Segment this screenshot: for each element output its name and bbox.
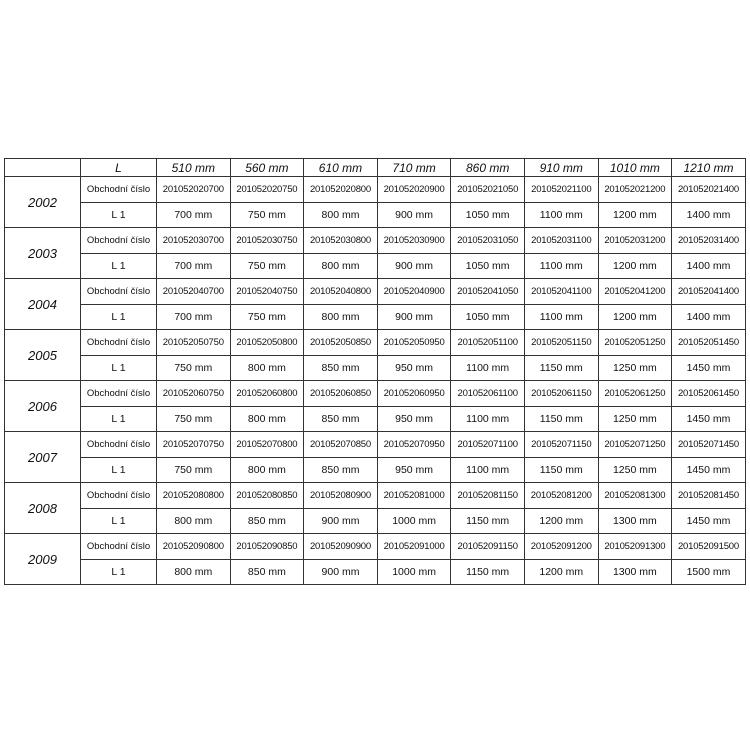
l1-cell: 1250 mm bbox=[598, 406, 672, 432]
code-cell: 201052091500 bbox=[672, 534, 746, 560]
l1-cell: 1400 mm bbox=[672, 253, 746, 279]
code-cell: 201052091300 bbox=[598, 534, 672, 560]
l1-cell: 700 mm bbox=[157, 253, 231, 279]
year-cell: 2008 bbox=[5, 483, 81, 534]
code-cell: 201052020750 bbox=[230, 177, 304, 203]
code-cell: 201052041400 bbox=[672, 279, 746, 305]
code-cell: 201052020800 bbox=[304, 177, 378, 203]
code-cell: 201052060800 bbox=[230, 381, 304, 407]
l1-cell: 1000 mm bbox=[377, 508, 451, 534]
code-label-cell: Obchodní číslo bbox=[81, 432, 157, 458]
code-cell: 201052081150 bbox=[451, 483, 525, 509]
l1-cell: 1100 mm bbox=[524, 253, 598, 279]
code-cell: 201052051250 bbox=[598, 330, 672, 356]
column-header: 610 mm bbox=[304, 159, 378, 177]
code-label-cell: Obchodní číslo bbox=[81, 534, 157, 560]
table-row bbox=[5, 253, 746, 279]
code-cell: 201052060850 bbox=[304, 381, 378, 407]
code-cell: 201052071450 bbox=[672, 432, 746, 458]
code-cell: 201052051100 bbox=[451, 330, 525, 356]
code-cell: 201052061150 bbox=[524, 381, 598, 407]
l1-cell: 1050 mm bbox=[451, 304, 525, 330]
code-cell: 201052091000 bbox=[377, 534, 451, 560]
l1-label-cell: L 1 bbox=[81, 559, 157, 585]
table-row bbox=[5, 559, 746, 585]
code-cell: 201052070800 bbox=[230, 432, 304, 458]
code-cell: 201052051150 bbox=[524, 330, 598, 356]
column-header: 510 mm bbox=[157, 159, 231, 177]
code-cell: 201052081300 bbox=[598, 483, 672, 509]
l1-label-cell: L 1 bbox=[81, 457, 157, 483]
l1-cell: 1200 mm bbox=[598, 304, 672, 330]
code-cell: 201052060950 bbox=[377, 381, 451, 407]
code-cell: 201052031200 bbox=[598, 228, 672, 254]
code-cell: 201052020900 bbox=[377, 177, 451, 203]
l1-cell: 900 mm bbox=[377, 304, 451, 330]
l1-label-cell: L 1 bbox=[81, 304, 157, 330]
l1-cell: 700 mm bbox=[157, 202, 231, 228]
l1-cell: 750 mm bbox=[157, 406, 231, 432]
l1-cell: 800 mm bbox=[230, 355, 304, 381]
code-cell: 201052090900 bbox=[304, 534, 378, 560]
l1-cell: 1300 mm bbox=[598, 508, 672, 534]
header-row bbox=[5, 159, 746, 177]
year-cell: 2009 bbox=[5, 534, 81, 585]
code-label-cell: Obchodní číslo bbox=[81, 177, 157, 203]
code-label-cell: Obchodní číslo bbox=[81, 330, 157, 356]
l1-cell: 1100 mm bbox=[451, 355, 525, 381]
l1-cell: 800 mm bbox=[157, 559, 231, 585]
l1-cell: 1200 mm bbox=[598, 202, 672, 228]
l1-cell: 1150 mm bbox=[524, 457, 598, 483]
table-row bbox=[5, 406, 746, 432]
l1-cell: 1200 mm bbox=[598, 253, 672, 279]
l1-cell: 850 mm bbox=[304, 355, 378, 381]
l1-cell: 1100 mm bbox=[524, 202, 598, 228]
code-cell: 201052030900 bbox=[377, 228, 451, 254]
code-cell: 201052071150 bbox=[524, 432, 598, 458]
l1-label-cell: L 1 bbox=[81, 355, 157, 381]
l1-cell: 850 mm bbox=[304, 406, 378, 432]
code-cell: 201052050750 bbox=[157, 330, 231, 356]
l1-cell: 850 mm bbox=[304, 457, 378, 483]
code-cell: 201052040800 bbox=[304, 279, 378, 305]
code-cell: 201052030700 bbox=[157, 228, 231, 254]
year-cell: 2005 bbox=[5, 330, 81, 381]
l1-cell: 1100 mm bbox=[451, 457, 525, 483]
l1-label-cell: L 1 bbox=[81, 202, 157, 228]
code-cell: 201052021200 bbox=[598, 177, 672, 203]
l1-cell: 1150 mm bbox=[524, 355, 598, 381]
code-cell: 201052090800 bbox=[157, 534, 231, 560]
l1-cell: 750 mm bbox=[230, 253, 304, 279]
code-cell: 201052031400 bbox=[672, 228, 746, 254]
code-cell: 201052050800 bbox=[230, 330, 304, 356]
code-cell: 201052080850 bbox=[230, 483, 304, 509]
code-cell: 201052070850 bbox=[304, 432, 378, 458]
table-row bbox=[5, 177, 746, 203]
code-cell: 201052080900 bbox=[304, 483, 378, 509]
l1-cell: 1250 mm bbox=[598, 355, 672, 381]
code-cell: 201052090850 bbox=[230, 534, 304, 560]
l1-cell: 1200 mm bbox=[524, 559, 598, 585]
l1-cell: 800 mm bbox=[157, 508, 231, 534]
table-row bbox=[5, 330, 746, 356]
l1-cell: 1050 mm bbox=[451, 253, 525, 279]
code-cell: 201052030750 bbox=[230, 228, 304, 254]
code-cell: 201052071250 bbox=[598, 432, 672, 458]
table-row bbox=[5, 381, 746, 407]
code-cell: 201052021100 bbox=[524, 177, 598, 203]
l1-cell: 900 mm bbox=[304, 559, 378, 585]
l1-cell: 1450 mm bbox=[672, 457, 746, 483]
code-cell: 201052050850 bbox=[304, 330, 378, 356]
code-label-cell: Obchodní číslo bbox=[81, 228, 157, 254]
table-row bbox=[5, 355, 746, 381]
l1-cell: 1450 mm bbox=[672, 406, 746, 432]
l1-label-cell: L 1 bbox=[81, 253, 157, 279]
code-cell: 201052041050 bbox=[451, 279, 525, 305]
l1-cell: 850 mm bbox=[230, 508, 304, 534]
code-cell: 201052080800 bbox=[157, 483, 231, 509]
l1-cell: 950 mm bbox=[377, 355, 451, 381]
year-cell: 2006 bbox=[5, 381, 81, 432]
l1-cell: 750 mm bbox=[230, 304, 304, 330]
code-cell: 201052041100 bbox=[524, 279, 598, 305]
code-cell: 201052020700 bbox=[157, 177, 231, 203]
l1-cell: 900 mm bbox=[304, 508, 378, 534]
l1-cell: 750 mm bbox=[157, 457, 231, 483]
year-cell: 2002 bbox=[5, 177, 81, 228]
l1-cell: 1450 mm bbox=[672, 355, 746, 381]
corner-cell bbox=[5, 159, 81, 177]
code-cell: 201052040750 bbox=[230, 279, 304, 305]
l1-cell: 1100 mm bbox=[524, 304, 598, 330]
code-cell: 201052060750 bbox=[157, 381, 231, 407]
table-row bbox=[5, 228, 746, 254]
code-label-cell: Obchodní číslo bbox=[81, 381, 157, 407]
l1-cell: 950 mm bbox=[377, 457, 451, 483]
code-cell: 201052061450 bbox=[672, 381, 746, 407]
l1-cell: 1450 mm bbox=[672, 508, 746, 534]
code-label-cell: Obchodní číslo bbox=[81, 483, 157, 509]
l1-cell: 750 mm bbox=[230, 202, 304, 228]
code-cell: 201052091200 bbox=[524, 534, 598, 560]
code-cell: 201052061100 bbox=[451, 381, 525, 407]
code-cell: 201052061250 bbox=[598, 381, 672, 407]
l1-cell: 1050 mm bbox=[451, 202, 525, 228]
code-cell: 201052091150 bbox=[451, 534, 525, 560]
l1-cell: 1150 mm bbox=[451, 508, 525, 534]
l1-cell: 800 mm bbox=[304, 202, 378, 228]
code-cell: 201052031100 bbox=[524, 228, 598, 254]
l1-cell: 1500 mm bbox=[672, 559, 746, 585]
code-cell: 201052070950 bbox=[377, 432, 451, 458]
column-header: 910 mm bbox=[524, 159, 598, 177]
l1-cell: 1250 mm bbox=[598, 457, 672, 483]
l1-cell: 750 mm bbox=[157, 355, 231, 381]
l1-cell: 1150 mm bbox=[451, 559, 525, 585]
table-row bbox=[5, 508, 746, 534]
l1-cell: 800 mm bbox=[230, 406, 304, 432]
l1-cell: 1400 mm bbox=[672, 304, 746, 330]
code-cell: 201052021050 bbox=[451, 177, 525, 203]
l1-cell: 900 mm bbox=[377, 202, 451, 228]
l1-cell: 800 mm bbox=[304, 304, 378, 330]
code-cell: 201052081450 bbox=[672, 483, 746, 509]
l1-cell: 850 mm bbox=[230, 559, 304, 585]
code-cell: 201052031050 bbox=[451, 228, 525, 254]
l1-cell: 1300 mm bbox=[598, 559, 672, 585]
l1-cell: 700 mm bbox=[157, 304, 231, 330]
table-row bbox=[5, 432, 746, 458]
code-cell: 201052021400 bbox=[672, 177, 746, 203]
l1-label-cell: L 1 bbox=[81, 406, 157, 432]
l1-cell: 800 mm bbox=[230, 457, 304, 483]
column-header: 1210 mm bbox=[672, 159, 746, 177]
table-row bbox=[5, 202, 746, 228]
label-header: L bbox=[81, 159, 157, 177]
code-label-cell: Obchodní číslo bbox=[81, 279, 157, 305]
l1-cell: 900 mm bbox=[377, 253, 451, 279]
l1-cell: 1150 mm bbox=[524, 406, 598, 432]
code-cell: 201052081200 bbox=[524, 483, 598, 509]
table-row bbox=[5, 279, 746, 305]
table-row bbox=[5, 304, 746, 330]
column-header: 860 mm bbox=[451, 159, 525, 177]
l1-cell: 950 mm bbox=[377, 406, 451, 432]
column-header: 560 mm bbox=[230, 159, 304, 177]
l1-cell: 1100 mm bbox=[451, 406, 525, 432]
l1-label-cell: L 1 bbox=[81, 508, 157, 534]
table-row bbox=[5, 457, 746, 483]
code-cell: 201052030800 bbox=[304, 228, 378, 254]
l1-cell: 1000 mm bbox=[377, 559, 451, 585]
table-row bbox=[5, 534, 746, 560]
table-row bbox=[5, 483, 746, 509]
code-cell: 201052050950 bbox=[377, 330, 451, 356]
year-cell: 2004 bbox=[5, 279, 81, 330]
code-cell: 201052071100 bbox=[451, 432, 525, 458]
column-header: 1010 mm bbox=[598, 159, 672, 177]
code-cell: 201052070750 bbox=[157, 432, 231, 458]
code-cell: 201052040700 bbox=[157, 279, 231, 305]
l1-cell: 1400 mm bbox=[672, 202, 746, 228]
code-cell: 201052081000 bbox=[377, 483, 451, 509]
l1-cell: 800 mm bbox=[304, 253, 378, 279]
code-cell: 201052040900 bbox=[377, 279, 451, 305]
spec-table bbox=[4, 158, 746, 585]
l1-cell: 1200 mm bbox=[524, 508, 598, 534]
code-cell: 201052051450 bbox=[672, 330, 746, 356]
year-cell: 2003 bbox=[5, 228, 81, 279]
table-body bbox=[5, 177, 746, 585]
column-header: 710 mm bbox=[377, 159, 451, 177]
code-cell: 201052041200 bbox=[598, 279, 672, 305]
year-cell: 2007 bbox=[5, 432, 81, 483]
